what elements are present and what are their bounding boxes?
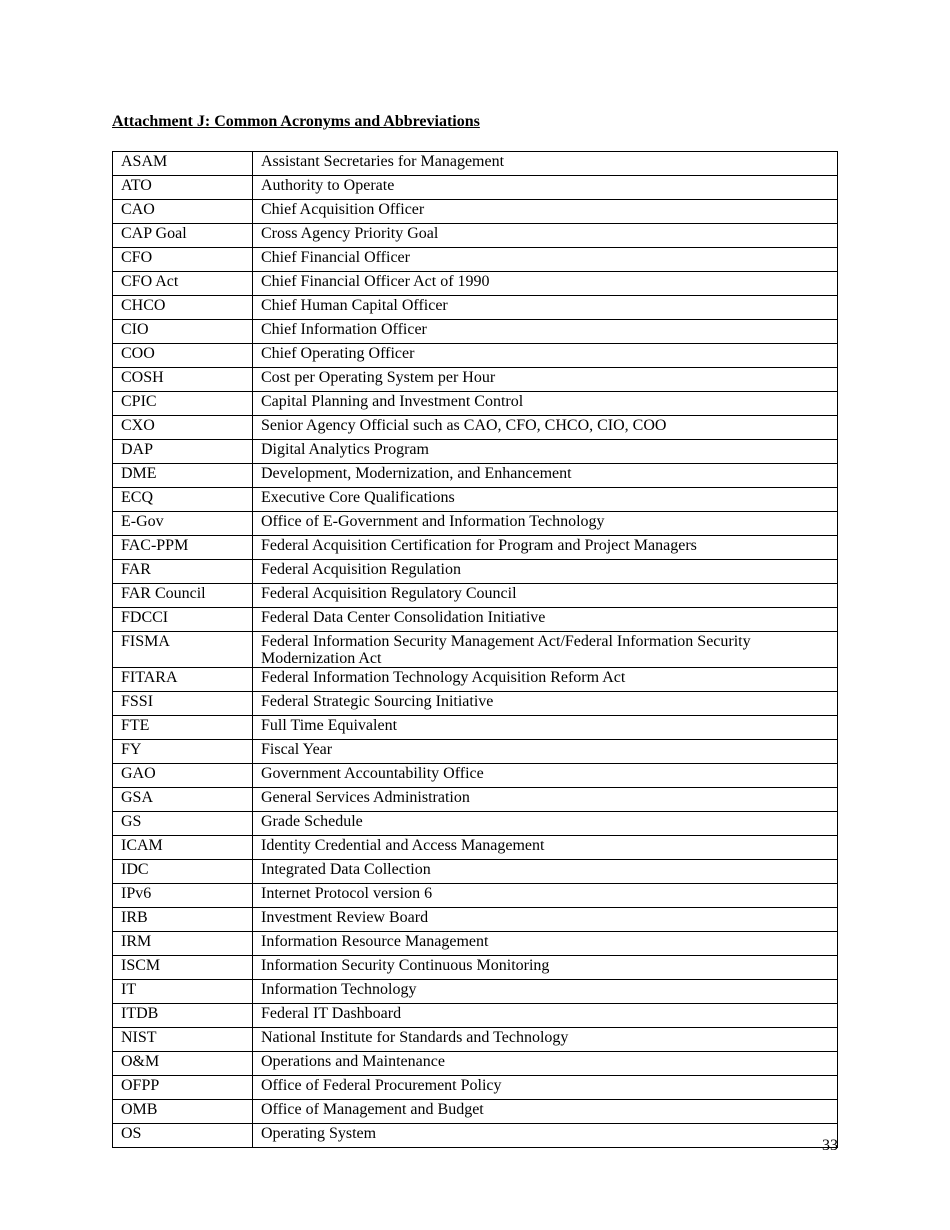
acronym-cell: FAC-PPM <box>113 536 253 560</box>
table-row <box>113 608 838 632</box>
meaning-cell: Federal Acquisition Regulatory Council <box>253 584 838 608</box>
table-row <box>113 440 838 464</box>
acronym-cell: FAR <box>113 560 253 584</box>
acronym-cell: ECQ <box>113 488 253 512</box>
table-row <box>113 560 838 584</box>
table-row <box>113 884 838 908</box>
acronym-cell: FITARA <box>113 668 253 692</box>
table-row <box>113 668 838 692</box>
acronym-cell: FSSI <box>113 692 253 716</box>
table-row <box>113 1100 838 1124</box>
acronym-cell: FTE <box>113 716 253 740</box>
meaning-cell: Chief Information Officer <box>253 320 838 344</box>
acronym-cell: OMB <box>113 1100 253 1124</box>
meaning-cell: Integrated Data Collection <box>253 860 838 884</box>
acronyms-table <box>112 151 838 1148</box>
meaning-cell: Digital Analytics Program <box>253 440 838 464</box>
meaning-cell: Federal Strategic Sourcing Initiative <box>253 692 838 716</box>
page-heading: Attachment J: Common Acronyms and Abbreviations <box>112 113 480 130</box>
meaning-cell: Assistant Secretaries for Management <box>253 152 838 176</box>
table-row <box>113 224 838 248</box>
meaning-cell: Cost per Operating System per Hour <box>253 368 838 392</box>
meaning-cell: Federal Information Security Management Act/Federal Information Security Modernization Act <box>253 632 838 668</box>
acronym-cell: ISCM <box>113 956 253 980</box>
meaning-cell: Senior Agency Official such as CAO, CFO, CHCO, CIO, COO <box>253 416 838 440</box>
acronym-cell: OS <box>113 1124 253 1148</box>
meaning-cell: Information Resource Management <box>253 932 838 956</box>
meaning-cell: General Services Administration <box>253 788 838 812</box>
table-row <box>113 980 838 1004</box>
meaning-cell: Government Accountability Office <box>253 764 838 788</box>
acronym-cell: CFO <box>113 248 253 272</box>
table-row <box>113 416 838 440</box>
acronym-cell: FY <box>113 740 253 764</box>
acronym-cell: GAO <box>113 764 253 788</box>
meaning-cell: Federal IT Dashboard <box>253 1004 838 1028</box>
acronym-cell: CIO <box>113 320 253 344</box>
acronym-cell: CAP Goal <box>113 224 253 248</box>
acronym-cell: IT <box>113 980 253 1004</box>
table-row <box>113 272 838 296</box>
meaning-cell: Development, Modernization, and Enhancement <box>253 464 838 488</box>
meaning-cell: Operating System <box>253 1124 838 1148</box>
meaning-cell: Fiscal Year <box>253 740 838 764</box>
meaning-cell: Investment Review Board <box>253 908 838 932</box>
table-row <box>113 512 838 536</box>
meaning-cell: Federal Data Center Consolidation Initiative <box>253 608 838 632</box>
acronym-cell: OFPP <box>113 1076 253 1100</box>
table-row <box>113 764 838 788</box>
table-row <box>113 1052 838 1076</box>
meaning-cell: Chief Financial Officer Act of 1990 <box>253 272 838 296</box>
meaning-cell: Executive Core Qualifications <box>253 488 838 512</box>
meaning-cell: Authority to Operate <box>253 176 838 200</box>
acronym-cell: CHCO <box>113 296 253 320</box>
meaning-cell: Internet Protocol version 6 <box>253 884 838 908</box>
acronym-cell: ATO <box>113 176 253 200</box>
table-row <box>113 812 838 836</box>
acronym-cell: FDCCI <box>113 608 253 632</box>
meaning-cell: Federal Information Technology Acquisition Reform Act <box>253 668 838 692</box>
table-row <box>113 176 838 200</box>
table-row <box>113 908 838 932</box>
acronym-cell: IPv6 <box>113 884 253 908</box>
table-row <box>113 1124 838 1148</box>
meaning-cell: Full Time Equivalent <box>253 716 838 740</box>
meaning-cell: Information Technology <box>253 980 838 1004</box>
table-row <box>113 632 838 668</box>
meaning-cell: Office of E-Government and Information Technology <box>253 512 838 536</box>
table-row <box>113 956 838 980</box>
meaning-cell: Federal Acquisition Certification for Program and Project Managers <box>253 536 838 560</box>
acronym-cell: ASAM <box>113 152 253 176</box>
table-row <box>113 860 838 884</box>
acronym-cell: CXO <box>113 416 253 440</box>
table-row <box>113 932 838 956</box>
meaning-cell: Chief Human Capital Officer <box>253 296 838 320</box>
acronym-cell: DME <box>113 464 253 488</box>
meaning-cell: Capital Planning and Investment Control <box>253 392 838 416</box>
table-row <box>113 320 838 344</box>
acronym-cell: ITDB <box>113 1004 253 1028</box>
acronym-cell: IRB <box>113 908 253 932</box>
acronym-cell: CPIC <box>113 392 253 416</box>
table-row <box>113 836 838 860</box>
table-row <box>113 152 838 176</box>
acronym-cell: FISMA <box>113 632 253 668</box>
acronym-cell: GS <box>113 812 253 836</box>
table-row <box>113 392 838 416</box>
acronym-cell: IDC <box>113 860 253 884</box>
acronym-cell: CAO <box>113 200 253 224</box>
table-row <box>113 740 838 764</box>
acronym-cell: ICAM <box>113 836 253 860</box>
meaning-cell: Office of Federal Procurement Policy <box>253 1076 838 1100</box>
table-row <box>113 716 838 740</box>
table-row <box>113 200 838 224</box>
table-row <box>113 584 838 608</box>
meaning-cell: Office of Management and Budget <box>253 1100 838 1124</box>
acronym-cell: GSA <box>113 788 253 812</box>
acronym-cell: COSH <box>113 368 253 392</box>
acronym-cell: E-Gov <box>113 512 253 536</box>
meaning-cell: Operations and Maintenance <box>253 1052 838 1076</box>
table-row <box>113 464 838 488</box>
table-row <box>113 1004 838 1028</box>
table-row <box>113 344 838 368</box>
meaning-cell: Chief Acquisition Officer <box>253 200 838 224</box>
meaning-cell: Identity Credential and Access Management <box>253 836 838 860</box>
meaning-cell: Cross Agency Priority Goal <box>253 224 838 248</box>
table-row <box>113 536 838 560</box>
meaning-cell: Federal Acquisition Regulation <box>253 560 838 584</box>
meaning-cell: Information Security Continuous Monitoring <box>253 956 838 980</box>
table-row <box>113 788 838 812</box>
table-row <box>113 296 838 320</box>
table-row <box>113 1028 838 1052</box>
meaning-cell: Grade Schedule <box>253 812 838 836</box>
acronym-cell: O&M <box>113 1052 253 1076</box>
meaning-cell: Chief Operating Officer <box>253 344 838 368</box>
acronym-cell: CFO Act <box>113 272 253 296</box>
table-row <box>113 488 838 512</box>
acronym-cell: FAR Council <box>113 584 253 608</box>
table-row <box>113 368 838 392</box>
table-row <box>113 692 838 716</box>
acronym-cell: COO <box>113 344 253 368</box>
acronym-cell: DAP <box>113 440 253 464</box>
acronyms-table-body <box>113 152 838 1148</box>
acronym-cell: NIST <box>113 1028 253 1052</box>
table-row <box>113 1076 838 1100</box>
meaning-cell: Chief Financial Officer <box>253 248 838 272</box>
meaning-cell: National Institute for Standards and Technology <box>253 1028 838 1052</box>
acronym-cell: IRM <box>113 932 253 956</box>
table-row <box>113 248 838 272</box>
page-number: 33 <box>822 1137 838 1154</box>
